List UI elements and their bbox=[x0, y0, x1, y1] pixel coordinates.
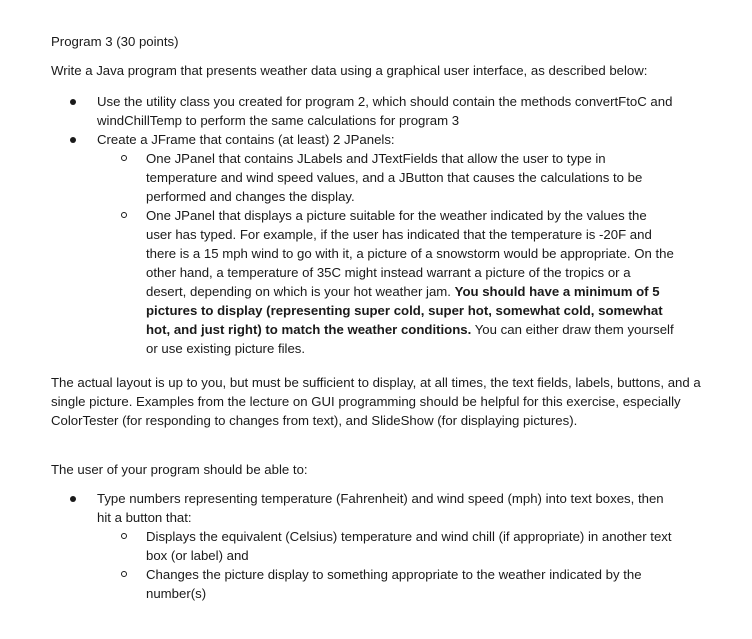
jpanel-sublist bbox=[0, 149, 677, 358]
bullet-icon bbox=[70, 137, 76, 143]
button-actions-sublist bbox=[0, 527, 677, 603]
layout-paragraph: The actual layout is up to you, but must be sufficient to display, at all times, the text fields, labels, buttons, and a single picture. Examples from the lecture on GUI programming should be helpful for this exercise, especially ColorTester (for responding to changes from text), and SlideShow (for displaying pictures). bbox=[51, 375, 701, 428]
user-abilities-list bbox=[0, 489, 752, 603]
assignment-title: Program 3 (30 points) bbox=[51, 34, 179, 49]
hollow-bullet-icon bbox=[121, 571, 127, 577]
sub-list-item bbox=[0, 527, 674, 565]
requirements-list bbox=[0, 92, 752, 358]
list-item-text: Create a JFrame that contains (at least) 2 JPanels: bbox=[97, 132, 395, 147]
sub-list-item bbox=[0, 565, 674, 603]
bullet-icon bbox=[70, 99, 76, 105]
list-item bbox=[0, 92, 677, 130]
sub-list-item-text: Changes the picture display to something appropriate to the weather indicated by the number(s) bbox=[146, 567, 642, 601]
bold-requirement: You should have a minimum of 5 pictures to display (representing super cold, super hot, somewhat cold, somewhat hot, and just right) to match the weather conditions. bbox=[146, 284, 663, 337]
intro-paragraph: Write a Java program that presents weather data using a graphical user interface, as described below: bbox=[51, 63, 648, 78]
list-item bbox=[0, 489, 677, 603]
bullet-icon bbox=[70, 496, 76, 502]
user-paragraph: The user of your program should be able to: bbox=[51, 462, 308, 477]
list-item bbox=[0, 130, 677, 358]
hollow-bullet-icon bbox=[121, 212, 127, 218]
sub-list-item-text: One JPanel that displays a picture suitable for the weather indicated by the values the user has typed. For example, if the user has indicated that the temperature is -20F and there is a 15 mph wind to go with it, a picture of a snowstorm would be appropriate. On the other hand, a temperature of 35C might instead warrant a picture of the tropics or a desert, depending on which is your hot weather jam. bbox=[146, 208, 674, 299]
sub-list-item bbox=[0, 149, 674, 206]
sub-list-item-tail: You can either draw them yourself or use existing picture files. bbox=[146, 322, 674, 356]
sub-list-item-text: One JPanel that contains JLabels and JTextFields that allow the user to type in temperature and wind speed values, and a JButton that causes the calculations to be performed and changes the display. bbox=[146, 151, 643, 204]
sub-list-item-text: Displays the equivalent (Celsius) temperature and wind chill (if appropriate) in another text box (or label) and bbox=[146, 529, 672, 563]
list-item-text: Use the utility class you created for program 2, which should contain the methods convertFtoC and windChillTemp to perform the same calculations for program 3 bbox=[97, 94, 673, 128]
hollow-bullet-icon bbox=[121, 155, 127, 161]
sub-list-item bbox=[0, 206, 674, 358]
list-item-text: Type numbers representing temperature (Fahrenheit) and wind speed (mph) into text boxes, then hit a button that: bbox=[97, 491, 664, 525]
hollow-bullet-icon bbox=[121, 533, 127, 539]
